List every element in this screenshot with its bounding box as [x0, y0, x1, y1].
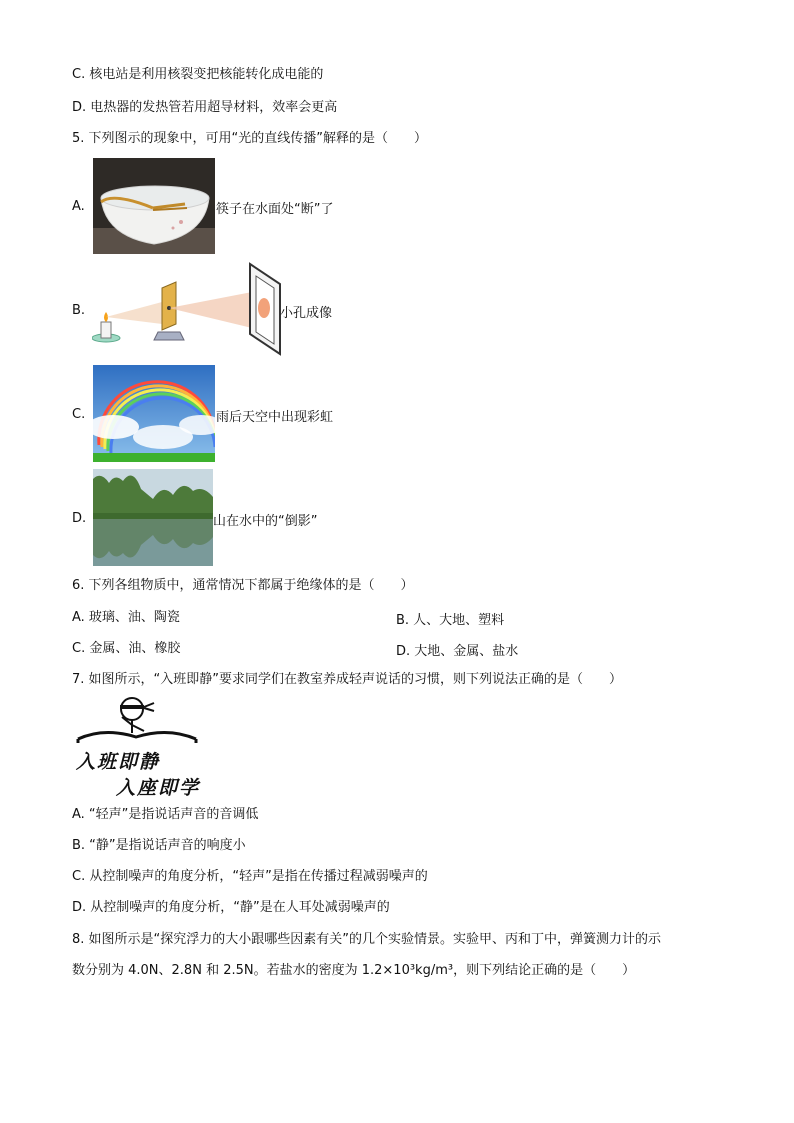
question-8-stem-line-1: 8. 如图所示是“探究浮力的大小跟哪些因素有关”的几个实验情景。实验甲、丙和丁中，弹簧测力计的示	[72, 932, 662, 947]
quiet-classroom-poster	[74, 693, 214, 799]
question-8-stem-line-2: 数分别为 4.0N、2.8N 和 2.5N。若盐水的密度为 1.2×10³kg/m³，则下列结论正确的是（ ）	[72, 963, 636, 978]
line-q4-option-c: C. 核电站是利用核裂变把核能转化成电能的	[72, 67, 324, 82]
question-6-stem: 6. 下列各组物质中，通常情况下都属于绝缘体的是（ ）	[72, 578, 414, 593]
q6-option-a: A. 玻璃、油、陶瓷	[72, 610, 180, 625]
question-7-stem: 7. 如图所示，“入班即静”要求同学们在教室养成轻声说话的习惯，则下列说法正确的是（ ）	[72, 672, 623, 687]
q5-option-d-letter: D.	[72, 511, 87, 526]
q5-option-c-letter: C.	[72, 407, 86, 422]
mountain-reflection-image	[93, 469, 213, 566]
poster-slogan-line-2: 入座即学	[116, 777, 201, 799]
question-5-stem: 5. 下列图示的现象中，可用“光的直线传播”解释的是（ ）	[72, 131, 428, 146]
q7-option-c: C. 从控制噪声的角度分析，“轻声”是指在传播过程减弱噪声的	[72, 869, 428, 884]
q6-option-d: D. 大地、金属、盐水	[396, 644, 519, 659]
q6-option-b: B. 人、大地、塑料	[396, 613, 505, 628]
rainbow-image	[93, 365, 215, 462]
pinhole-camera-diagram	[92, 262, 282, 356]
q5-option-b-caption: 小孔成像	[280, 306, 333, 321]
q5-option-c-caption: 雨后天空中出现彩虹	[216, 410, 334, 425]
poster-slogan-line-1: 入班即静	[76, 751, 161, 773]
q5-option-b-letter: B.	[72, 303, 86, 318]
line-q4-option-d: D. 电热器的发热管若用超导材料，效率会更高	[72, 100, 338, 115]
q7-option-b: B. “静”是指说话声音的响度小	[72, 838, 246, 853]
q5-option-a-caption: 筷子在水面处“断”了	[216, 202, 334, 217]
q6-option-c: C. 金属、油、橡胶	[72, 641, 181, 656]
q5-option-d-caption: 山在水中的“倒影”	[213, 514, 318, 529]
q7-option-d: D. 从控制噪声的角度分析，“静”是在人耳处减弱噪声的	[72, 900, 390, 915]
q5-option-a-letter: A.	[72, 199, 85, 214]
q7-option-a: A. “轻声”是指说话声音的音调低	[72, 807, 259, 822]
chopstick-bowl-image	[93, 158, 215, 254]
